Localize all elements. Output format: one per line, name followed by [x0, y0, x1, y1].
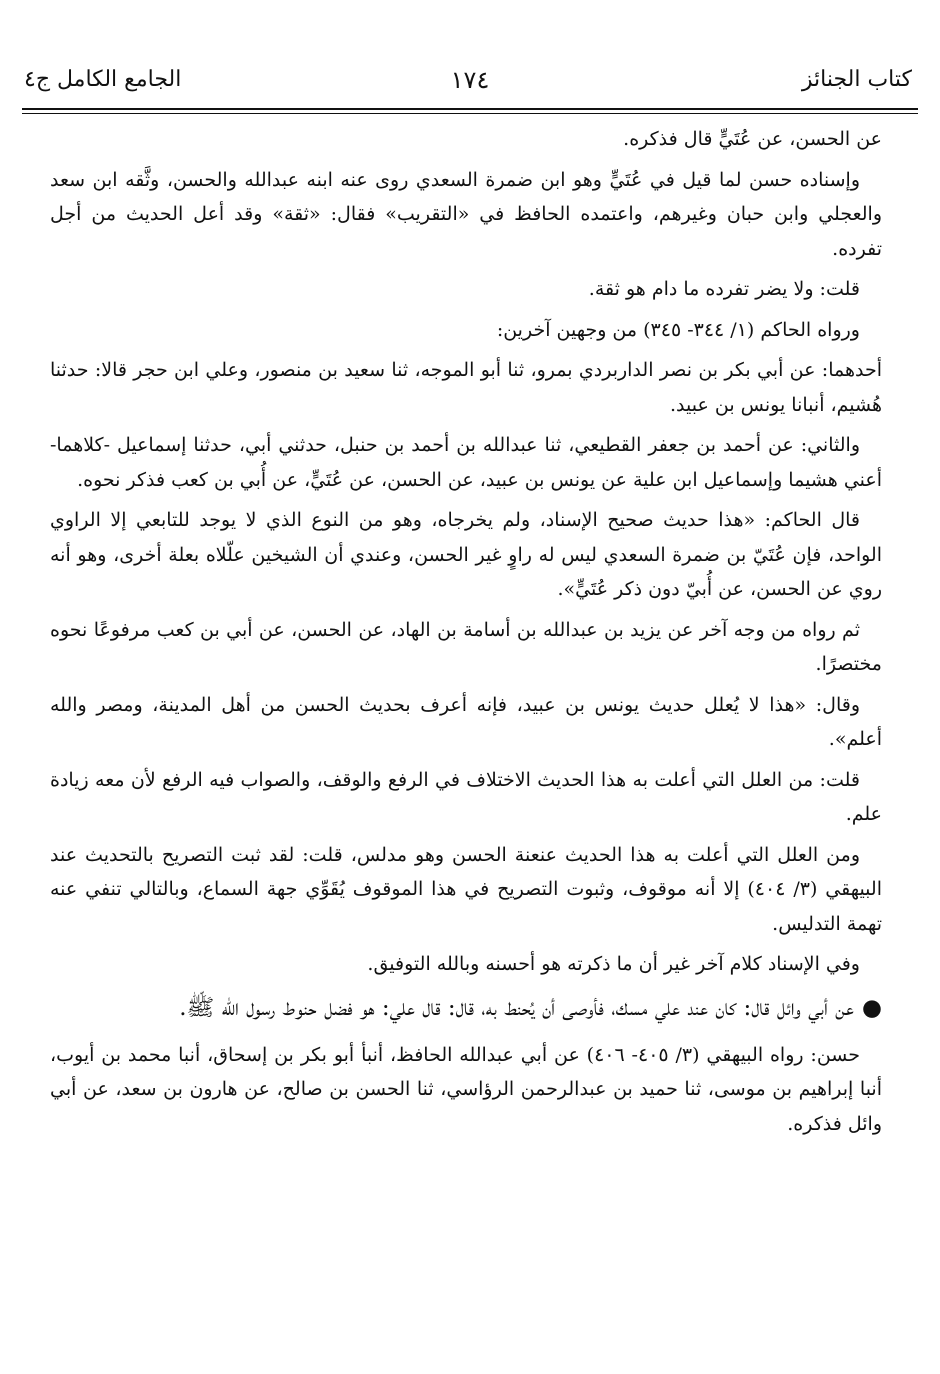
header-rule-thin	[22, 113, 918, 114]
hadith-body: عن أبي وائل قال: كان عند علي مسك، فأوصى أن يُحنط به، قال: قال علي: هو فضل حنوط رسول الله ﷺ.	[179, 994, 854, 1021]
chapter-title: كتاب الجنائز	[801, 67, 912, 92]
paragraph: وإسناده حسن لما قيل في عُتَيٍّ وهو ابن ضمرة السعدي روى عنه ابنه عبدالله والحسن، وثَّقه ابن سعد والعجلي وابن حبان وغيرهم، واعتمده الحافظ في «التقريب» فقال: «ثقة» وقد أعل الحديث من أجل تفرده.	[50, 168, 882, 260]
paragraph: قلت: من العلل التي أعلت به هذا الحديث الاختلاف في الرفع والوقف، والصواب فيه الرفع لأن معه زيادة علم.	[50, 768, 882, 825]
hadith-text	[50, 988, 882, 1028]
paragraph: ورواه الحاكم (١/ ٣٤٤- ٣٤٥) من وجهين آخرين:	[496, 318, 860, 341]
book-title: الجامع الكامل ج٤	[24, 67, 182, 92]
paragraph: حسن: رواه البيهقي (٣/ ٤٠٥- ٤٠٦) عن أبي عبدالله الحافظ، أنبأ أبو بكر بن إسحاق، أنبا محمد بن أيوب، أنبا إبراهيم بن موسى، ثنا حميد بن عبدالرحمن الرؤاسي، ثنا الحسن بن صالح، عن هارون بن سعد، عن أبي وائل فذكره.	[50, 1043, 882, 1135]
paragraph: ومن العلل التي أعلت به هذا الحديث عنعنة الحسن وهو مدلس، قلت: لقد ثبت التصريح بالتحديث عند البيهقي (٣/ ٤٠٤) إلا أنه موقوف، وثبوت التصريح في هذا الموقوف يُقَوِّي جهة السماع، وبالتالي تنفي عنه تهمة التدليس.	[50, 843, 882, 935]
paragraph: عن الحسن، عن عُتَيٍّ قال فذكره.	[623, 128, 882, 150]
paragraph: قال الحاكم: «هذا حديث صحيح الإسناد، ولم يخرجاه، وهو من النوع الذي لا يوجد للتابعي إلا الراوي الواحد، فإن عُتَيّ بن ضمرة السعدي ليس له راوٍ غير الحسن، وعندي أن الشيخين علّلاه بعلة أخرى، وهو أنه روي عن الحسن، عن أُبيّ دون ذكر عُتَيٍّ».	[50, 509, 882, 600]
paragraph: قلت: ولا يضر تفرده ما دام هو ثقة.	[588, 278, 860, 300]
page-header	[24, 60, 916, 104]
page-number: ١٧٤	[450, 66, 490, 94]
page-body	[50, 122, 882, 1147]
paragraph: ثم رواه من وجه آخر عن يزيد بن عبدالله بن أسامة بن الهاد، عن الحسن، عن أبي بن كعب مرفوعًا نحوه مختصرًا.	[50, 618, 882, 675]
bullet-icon: ●	[861, 994, 882, 1021]
header-rule-thick	[22, 108, 918, 110]
paragraph: أحدهما: عن أبي بكر بن نصر الداربردي بمرو، ثنا أبو الموجه، ثنا سعيد بن منصور، وعلي ابن حجر قالا: حدثنا هُشيم، أنبانا يونس بن عبيد.	[50, 359, 882, 416]
paragraph: وفي الإسناد كلام آخر غير أن ما ذكرته هو أحسنه وبالله التوفيق.	[367, 953, 860, 975]
paragraph: والثاني: عن أحمد بن جعفر القطيعي، ثنا عبدالله بن أحمد بن حنبل، حدثني أبي، حدثنا إسماعيل -كلاهما- أعني هشيما وإسماعيل ابن علية عن يونس بن عبيد، عن الحسن، عن عُتَيٍّ، عن أُبي بن كعب فذكر نحوه.	[50, 434, 882, 491]
paragraph: وقال: «هذا لا يُعلل حديث يونس بن عبيد، فإنه أعرف بحديث الحسن من أهل المدينة، ومصر والله أعلم».	[50, 693, 882, 750]
